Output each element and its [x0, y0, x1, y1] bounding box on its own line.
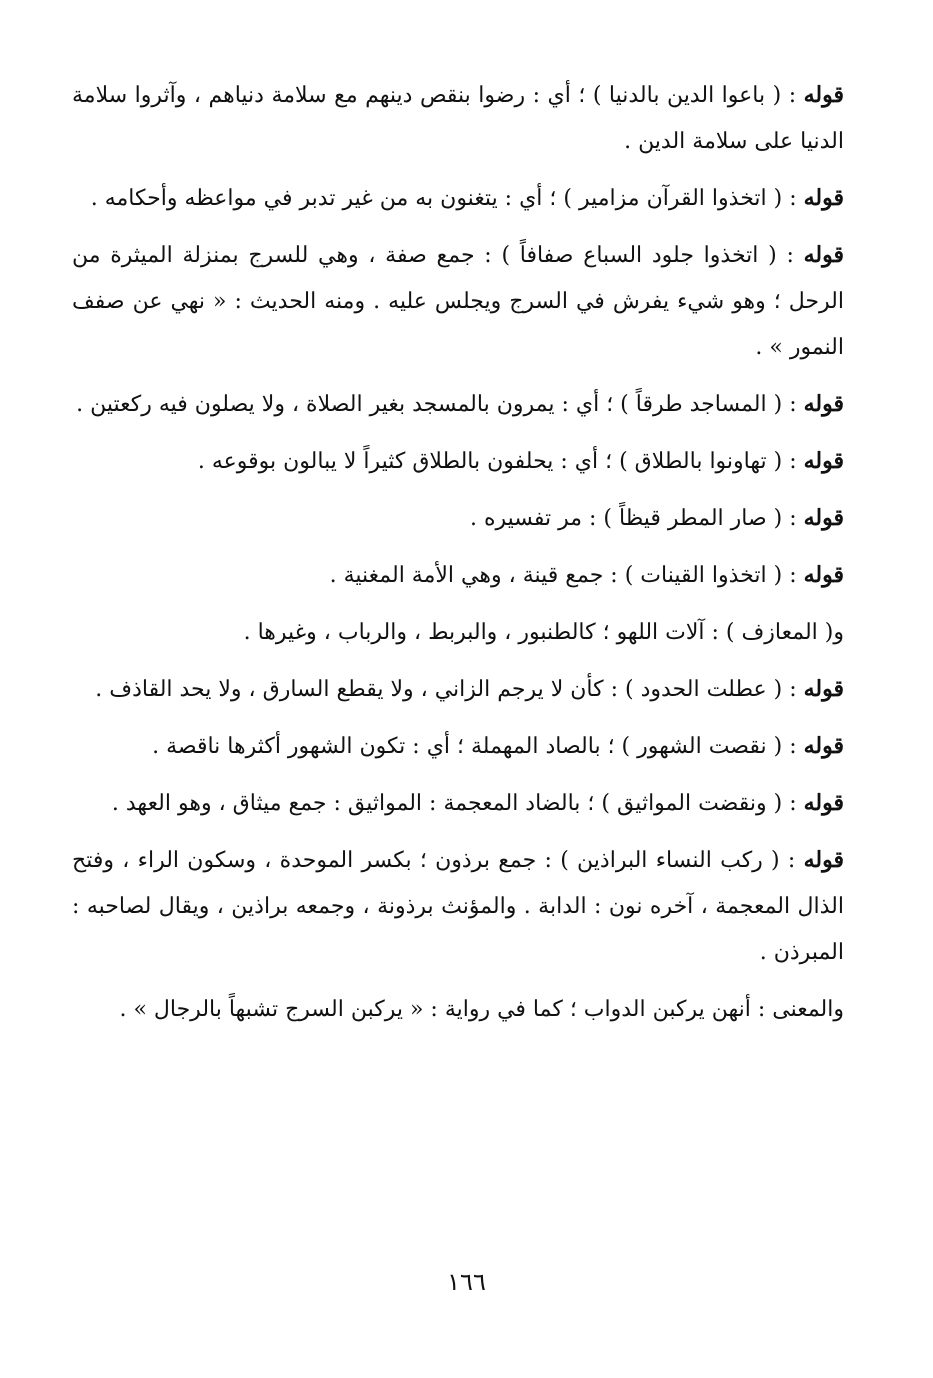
paragraph-10 — [72, 723, 844, 770]
paragraph-text: : ( تهاونوا بالطلاق ) ؛ أي : يحلفون بالطلاق كثيراً لا يبالون بوقوعه . — [197, 449, 804, 474]
paragraph-text: والمعنى : أنهن يركبن الدواب ؛ كما في رواية : « يركبن السرج تشبهاً بالرجال » . — [119, 997, 844, 1022]
paragraph-text: : ( باعوا الدين بالدنيا ) ؛ أي : رضوا بنقص دينهم مع سلامة دنياهم ، وآثروا سلامة الدنيا على سلامة الدين . — [72, 83, 844, 154]
paragraph-lead: قوله — [803, 391, 844, 417]
paragraph-lead: قوله — [803, 505, 844, 531]
paragraph-11 — [72, 780, 844, 827]
paragraph-lead: قوله — [803, 562, 844, 588]
paragraph-text: : ( اتخذوا القرآن مزامير ) ؛ أي : يتغنون به من غير تدبر في مواعظه وأحكامه . — [90, 186, 804, 211]
paragraph-text: : ( اتخذوا جلود السباع صفافاً ) : جمع صفة ، وهي للسرج بمنزلة الميثرة من الرحل ؛ وهو شيء يفرش في السرج ويجلس عليه . ومنه الحديث : « نهي عن صفف النمور » . — [72, 243, 844, 360]
paragraph-lead: قوله — [803, 847, 844, 873]
paragraph-4 — [72, 381, 844, 428]
paragraph-text: و( المعازف ) : آلات اللهو ؛ كالطنبور ، والبربط ، والرباب ، وغيرها . — [243, 620, 844, 645]
paragraph-lead: قوله — [803, 448, 844, 474]
paragraph-text: : ( ونقضت المواثيق ) ؛ بالضاد المعجمة : المواثيق : جمع ميثاق ، وهو العهد . — [111, 791, 804, 816]
page-body — [72, 72, 844, 1043]
paragraph-6 — [72, 495, 844, 542]
paragraph-12 — [72, 837, 844, 976]
paragraph-9 — [72, 666, 844, 713]
paragraph-7 — [72, 552, 844, 599]
paragraph-1 — [72, 72, 844, 165]
paragraph-text: : ( صار المطر قيظاً ) : مر تفسيره . — [469, 506, 804, 531]
paragraph-text: : ( ركب النساء البراذين ) : جمع برذون ؛ بكسر الموحدة ، وسكون الراء ، وفتح الذال المعجمة ، آخره نون : الدابة . والمؤنث برذونة ، وجمعه براذين ، ويقال لصاحبه : المبرذن . — [72, 848, 844, 965]
paragraph-2 — [72, 175, 844, 222]
paragraph-8 — [72, 609, 844, 656]
paragraph-5 — [72, 438, 844, 485]
paragraph-text: : ( نقصت الشهور ) ؛ بالصاد المهملة ؛ أي : تكون الشهور أكثرها ناقصة . — [152, 734, 804, 759]
paragraph-text: : ( اتخذوا القينات ) : جمع قينة ، وهي الأمة المغنية . — [329, 563, 804, 588]
paragraph-text: : ( عطلت الحدود ) : كأن لا يرجم الزاني ، ولا يقطع السارق ، ولا يحد القاذف . — [95, 677, 804, 702]
paragraph-lead: قوله — [803, 242, 844, 268]
paragraph-text: : ( المساجد طرقاً ) ؛ أي : يمرون بالمسجد بغير الصلاة ، ولا يصلون فيه ركعتين . — [76, 392, 804, 417]
paragraph-lead: قوله — [803, 790, 844, 816]
paragraph-lead: قوله — [803, 733, 844, 759]
paragraph-13 — [72, 986, 844, 1033]
paragraph-lead: قوله — [803, 185, 844, 211]
paragraph-3 — [72, 232, 844, 371]
paragraph-lead: قوله — [803, 82, 844, 108]
page-number: ١٦٦ — [447, 1268, 486, 1296]
paragraph-lead: قوله — [803, 676, 844, 702]
